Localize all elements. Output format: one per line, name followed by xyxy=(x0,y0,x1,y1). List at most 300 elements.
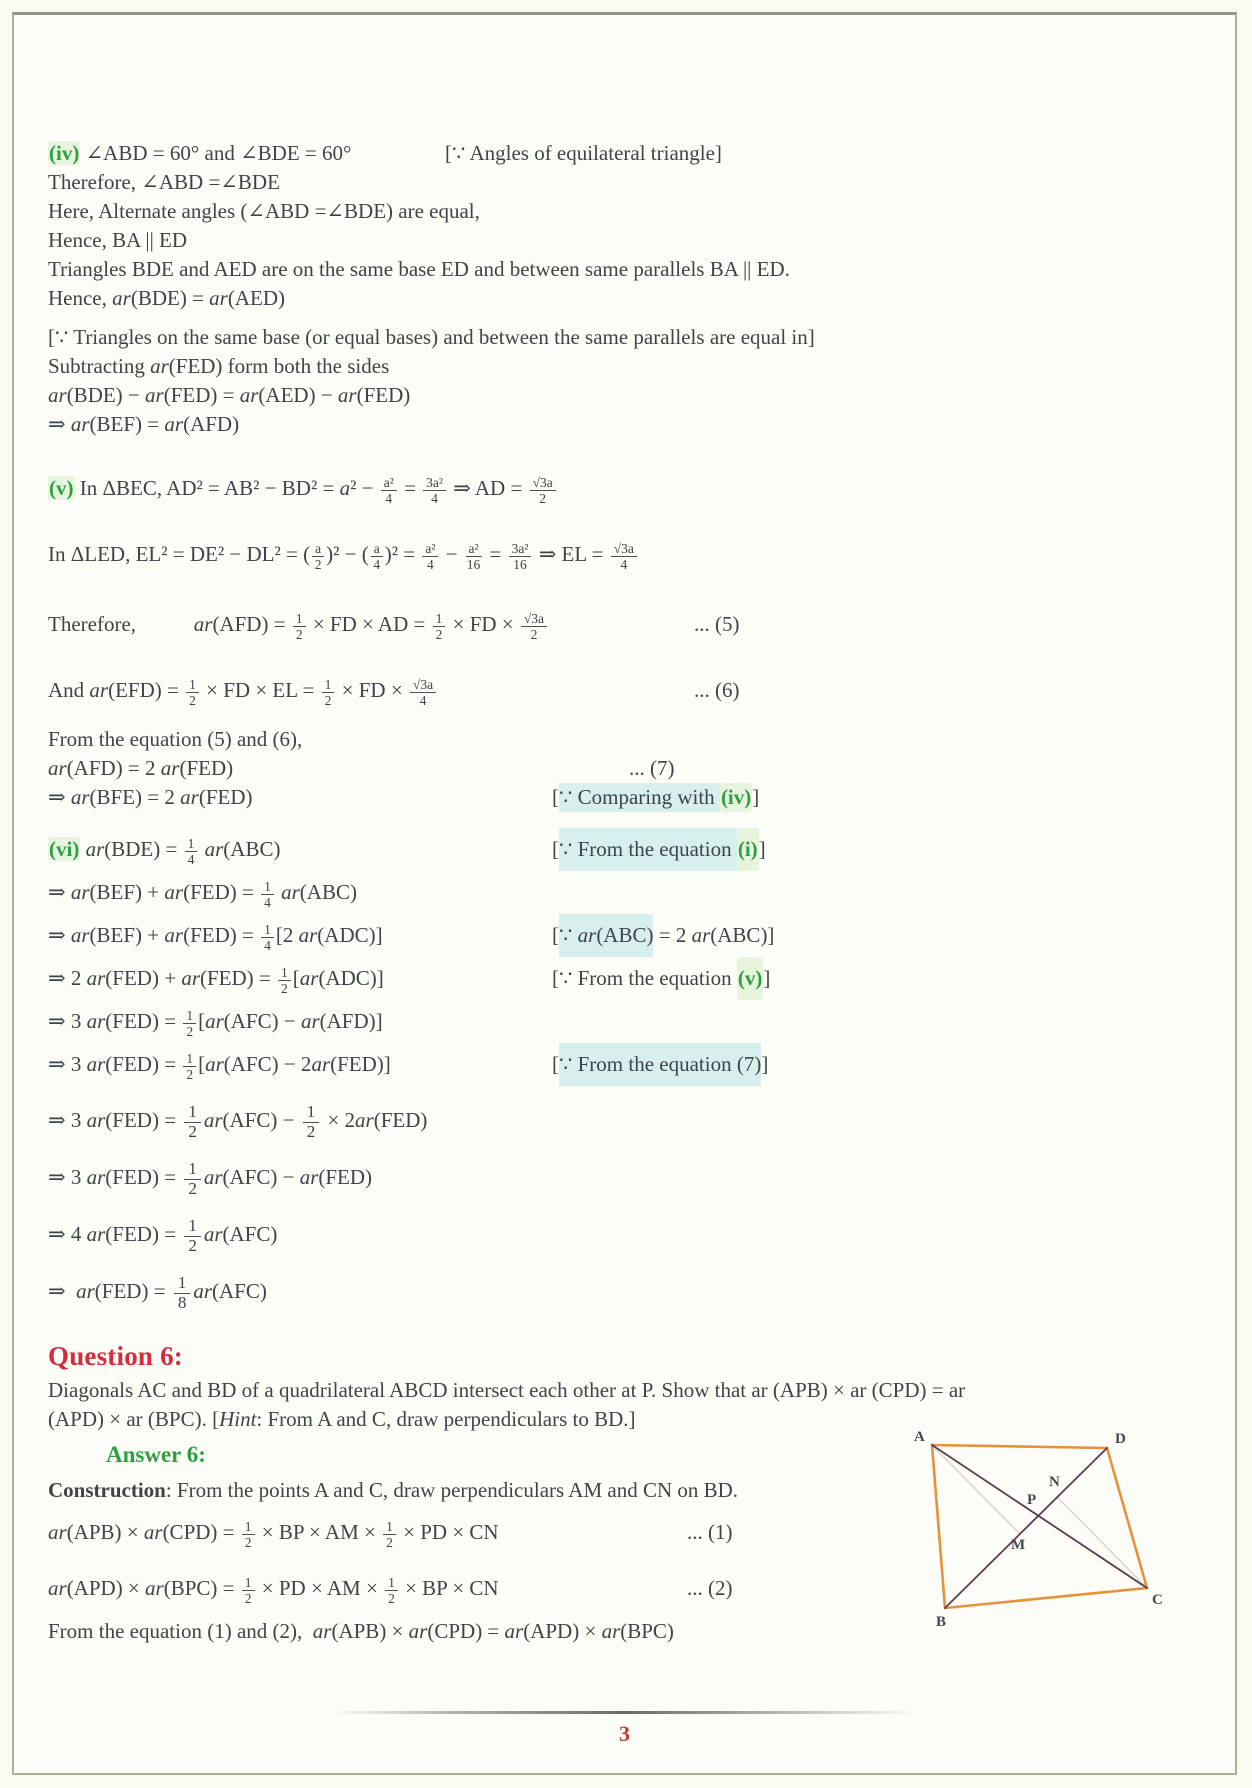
text-run: ar xyxy=(112,286,131,310)
text-run: ar xyxy=(281,880,300,904)
iv-subtract-eq xyxy=(48,381,1199,410)
v-eq-6-note xyxy=(694,661,740,719)
text-run: (AFD) = xyxy=(212,612,291,636)
fraction-denominator: 2 xyxy=(244,1590,252,1606)
text-run: (BEF) + xyxy=(89,923,165,947)
text-run: (CPD) = xyxy=(427,1619,505,1643)
fraction-denominator: 2 xyxy=(295,626,303,642)
text-run: From the equation (1) and (2), xyxy=(48,1619,313,1643)
text-run: (BFE) = 2 xyxy=(89,785,181,809)
fraction xyxy=(185,836,198,867)
text-run: ar xyxy=(76,1279,95,1303)
v-result xyxy=(48,783,1199,812)
text-run: × 2 xyxy=(322,1108,356,1132)
text-run: (AFC) − xyxy=(222,1108,300,1132)
text-run: ∠ABD = 60° and ∠BDE = 60° xyxy=(80,141,352,165)
vertex-label-A: A xyxy=(914,1429,925,1445)
text-run: × PD × CN xyxy=(397,1520,499,1544)
text-run: (AFC) xyxy=(212,1279,267,1303)
fraction-denominator: 4 xyxy=(264,937,271,953)
text-run: ar xyxy=(299,966,319,990)
text-run: (ADC)] xyxy=(317,923,383,947)
text-run: (FED) xyxy=(318,1165,373,1189)
text-run: (FED) = xyxy=(105,1222,182,1246)
text-run: (FED) xyxy=(373,1108,428,1132)
solution-content xyxy=(48,139,1199,1646)
v-eq-7 xyxy=(48,754,1199,783)
text-run: (BPC) = xyxy=(163,1576,240,1600)
fraction-denominator: 2 xyxy=(189,692,196,708)
text-run: ar xyxy=(355,1108,374,1132)
text-run: ar xyxy=(86,966,106,990)
fraction-denominator: 2 xyxy=(435,626,443,642)
text-run: (FED) = xyxy=(183,923,260,947)
fraction-denominator: 4 xyxy=(373,556,381,572)
text-run: ar xyxy=(298,923,318,947)
text-run: ar xyxy=(48,383,67,407)
text-run: Triangles BDE and AED are on the same base ED and between same parallels BA || ED. xyxy=(48,257,790,281)
text-run: ∵ xyxy=(559,914,578,957)
question-6-heading xyxy=(48,1336,1199,1376)
fraction-denominator: 2 xyxy=(306,1121,316,1141)
fraction xyxy=(322,677,335,708)
text-run: ar xyxy=(193,1279,212,1303)
text-run: ar xyxy=(145,383,164,407)
text-run: (FED)] xyxy=(330,1052,391,1076)
fraction xyxy=(184,1103,201,1141)
iv-therefore xyxy=(48,168,1199,197)
fraction xyxy=(186,677,199,708)
v-eq-7-note xyxy=(629,754,675,783)
fraction-numerator: a² xyxy=(381,475,397,491)
fraction xyxy=(183,1008,196,1039)
fraction-denominator: 2 xyxy=(186,1023,194,1039)
fraction-denominator: 2 xyxy=(386,1534,393,1550)
text-run: × FD × xyxy=(336,678,408,702)
text-run: ar xyxy=(86,1222,106,1246)
text-run: Subtracting xyxy=(48,354,151,378)
fraction xyxy=(509,541,532,572)
text-run: ... (6) xyxy=(694,678,740,702)
text-run: ⇒ AD = xyxy=(447,476,528,500)
text-run: (AFC) − xyxy=(222,1165,300,1189)
text-run: ⇒ xyxy=(48,880,71,904)
text-run: (FED) = xyxy=(200,966,277,990)
fraction-numerator: 1 xyxy=(261,922,274,938)
text-run: = xyxy=(484,542,507,566)
text-run: (FED) = xyxy=(183,880,260,904)
text-run: (iv) xyxy=(720,783,752,812)
fraction-denominator: 2 xyxy=(314,556,322,572)
text-run: : From the points A and C, draw perpendiculars AM and CN on BD. xyxy=(165,1478,739,1502)
iv-triangles-same-base xyxy=(48,255,1199,284)
fraction xyxy=(183,1051,196,1082)
fraction-numerator: 3a² xyxy=(423,475,446,491)
fraction-numerator: 1 xyxy=(433,611,446,627)
text-run: ⇒ xyxy=(48,1279,77,1303)
text-run: × FD × EL = xyxy=(200,678,320,702)
text-run: (FED) = xyxy=(163,383,240,407)
text-run: (APD) × ar (BPC). [ xyxy=(48,1407,220,1431)
fraction-denominator: 2 xyxy=(188,1178,197,1198)
fraction-denominator: 2 xyxy=(281,980,288,996)
fraction-denominator: 2 xyxy=(388,1590,395,1606)
fraction-denominator: 2 xyxy=(244,1534,252,1550)
text-run: (AFC) xyxy=(222,1222,278,1246)
text-run: ar xyxy=(70,785,90,809)
fraction-denominator: 4 xyxy=(419,692,427,708)
fraction-numerator: 1 xyxy=(242,1575,255,1591)
text-run: ⇒ 3 xyxy=(48,1165,87,1189)
fraction xyxy=(423,475,446,506)
text-run: ar xyxy=(70,923,90,947)
text-run: )² − ( xyxy=(326,542,369,566)
footer-divider xyxy=(330,1711,920,1714)
fraction-numerator: a² xyxy=(466,541,482,557)
text-run: ar xyxy=(70,880,90,904)
text-run: ⇒ xyxy=(48,923,71,947)
text-run: In ΔBEC, AD² = AB² − BD² = xyxy=(74,476,340,500)
fraction-numerator: 1 xyxy=(174,1274,191,1294)
fraction-numerator: √3a xyxy=(521,611,547,627)
fraction xyxy=(611,541,637,572)
text-run: Therefore, ∠ABD =∠BDE xyxy=(48,170,280,194)
text-run: [ xyxy=(198,1009,206,1033)
text-run: ar xyxy=(209,286,228,310)
text-run: ar xyxy=(86,1009,106,1033)
fraction-denominator: 4 xyxy=(187,851,195,867)
text-run: [ xyxy=(292,966,300,990)
fraction xyxy=(381,475,397,506)
text-run: × FD × AD = xyxy=(307,612,431,636)
vertex-label-P: P xyxy=(1027,1492,1037,1508)
vi-step-1 xyxy=(48,871,1199,914)
text-run: ⇒ 2 xyxy=(48,966,87,990)
text-run: (FED) xyxy=(198,785,253,809)
text-run: (v) xyxy=(737,957,764,1000)
text-run: [ xyxy=(552,1052,559,1076)
text-run: In ΔLED, EL² = DE² − DL² = ( xyxy=(48,542,311,566)
fraction xyxy=(303,1103,320,1141)
v-eq-5 xyxy=(48,595,1199,653)
fraction xyxy=(184,1160,201,1198)
text-run: ⇒ xyxy=(48,412,71,436)
text-run: ∵ From the equation xyxy=(559,828,737,871)
text-run: ar xyxy=(578,914,597,957)
text-run: (ADC)] xyxy=(318,966,384,990)
text-run: (ABC) xyxy=(299,880,357,904)
text-run: (APB) × xyxy=(66,1520,144,1544)
v-from-5-6 xyxy=(48,725,1199,754)
fraction-numerator: 1 xyxy=(184,1217,201,1237)
text-run: Diagonals AC and BD of a quadrilateral ABCD intersect each other at P. Show that ar (APB) × ar (CPD) = ar xyxy=(48,1378,966,1402)
fraction-numerator: √3a xyxy=(611,541,637,557)
fraction xyxy=(261,922,274,953)
text-run: ar xyxy=(164,923,184,947)
text-run: ar xyxy=(164,880,184,904)
text-run: ar xyxy=(85,837,105,861)
fraction-denominator: 2 xyxy=(530,626,538,642)
vi-start-note xyxy=(552,828,766,871)
fraction xyxy=(184,1217,201,1255)
text-run: : From A and C, draw perpendiculars to BD.] xyxy=(256,1407,636,1431)
text-run: ] xyxy=(758,837,766,861)
text-run: ar xyxy=(48,1520,67,1544)
fraction xyxy=(312,541,324,572)
text-run: ⇒ xyxy=(48,785,71,809)
question-6-text-1 xyxy=(48,1376,1199,1405)
text-run: ar xyxy=(691,923,711,947)
text-run: (v) xyxy=(49,476,74,500)
text-run: (FED) = xyxy=(105,1052,182,1076)
edge-CB xyxy=(945,1588,1147,1608)
fraction-numerator: a xyxy=(312,541,324,557)
text-run: ar xyxy=(160,756,180,780)
text-run: × BP × CN xyxy=(399,1576,499,1600)
text-run: Construction xyxy=(48,1478,166,1502)
fraction-denominator: 2 xyxy=(188,1121,197,1141)
text-run: Here, Alternate angles (∠ABD =∠BDE) are equal, xyxy=(48,199,480,223)
text-run: ar xyxy=(48,756,67,780)
text-run: (EFD) = xyxy=(108,678,185,702)
text-run: ∵ Comparing with xyxy=(559,783,720,812)
fraction-numerator: 1 xyxy=(385,1575,398,1591)
text-run: (iv) xyxy=(49,141,80,165)
text-run: (AFC) − xyxy=(223,1009,301,1033)
fraction xyxy=(278,965,291,996)
text-run: (FED) = xyxy=(105,1009,182,1033)
vertex-label-D: D xyxy=(1115,1431,1126,1447)
text-run: ar xyxy=(181,966,200,990)
fraction-numerator: 1 xyxy=(303,1103,320,1123)
fraction xyxy=(293,611,306,642)
text-run: (FED) form both the sides xyxy=(168,354,390,378)
quadrilateral-abcd-diagram xyxy=(900,1423,1172,1635)
text-run: ar xyxy=(601,1619,621,1643)
text-run: ar xyxy=(203,1108,223,1132)
fraction-denominator: 2 xyxy=(324,692,332,708)
text-run: × PD × AM × xyxy=(256,1576,384,1600)
fraction-numerator: 1 xyxy=(185,836,198,852)
vi-result xyxy=(48,1263,1199,1320)
text-run: (APB) × xyxy=(331,1619,409,1643)
fraction-denominator: 4 xyxy=(427,556,434,572)
text-run: ] xyxy=(763,966,771,990)
text-run: ar xyxy=(70,412,90,436)
fraction xyxy=(422,541,438,572)
fraction-denominator: 2 xyxy=(539,490,547,506)
text-run: a xyxy=(339,476,351,500)
text-run: ar xyxy=(48,1576,67,1600)
text-run: ... (7) xyxy=(629,756,675,780)
vertex-label-N: N xyxy=(1049,1474,1060,1490)
text-run: (AFC) − 2 xyxy=(223,1052,312,1076)
text-run: (BDE) = xyxy=(104,837,183,861)
text-run: ar xyxy=(89,678,109,702)
text-run: (APD) × xyxy=(66,1576,146,1600)
fraction-numerator: 1 xyxy=(383,1519,396,1535)
iv-subtracting xyxy=(48,352,1199,381)
text-run: (BEF) = xyxy=(89,412,165,436)
text-run: = xyxy=(398,476,422,500)
vi-step-6 xyxy=(48,1092,1199,1149)
text-run: ⇒ 4 xyxy=(48,1222,87,1246)
fraction xyxy=(174,1274,191,1312)
vertex-label-M: M xyxy=(1011,1537,1026,1553)
text-run: = 2 xyxy=(653,923,692,947)
text-run: (CPD) = xyxy=(162,1520,240,1544)
text-run: [ xyxy=(198,1052,206,1076)
fraction xyxy=(530,475,556,506)
text-run: ar xyxy=(299,1165,319,1189)
text-run: ar xyxy=(311,1052,331,1076)
fraction-denominator: 4 xyxy=(431,490,438,506)
text-run: (FED) = xyxy=(94,1279,171,1303)
vi-step-3 xyxy=(48,957,1199,1000)
text-run: (vi) xyxy=(49,837,80,861)
text-run: [2 xyxy=(275,923,299,947)
v-result-note xyxy=(552,783,759,812)
diagonal-AC xyxy=(932,1445,1147,1588)
text-run: ar xyxy=(312,1619,332,1643)
text-run: (AED) − xyxy=(258,383,338,407)
fraction-numerator: a² xyxy=(422,541,438,557)
fraction xyxy=(433,611,446,642)
text-run: (APD) × xyxy=(523,1619,602,1643)
text-run: [ xyxy=(552,923,559,947)
text-run: (BDE) = xyxy=(130,286,210,310)
fraction xyxy=(410,677,436,708)
text-run: ] xyxy=(761,1052,769,1076)
text-run: ar xyxy=(193,612,213,636)
text-run: ar xyxy=(203,1165,223,1189)
text-run: [∵ From the equation xyxy=(552,966,737,990)
iv-hence-areas xyxy=(48,284,1199,313)
vi-step-2-note xyxy=(552,914,774,957)
text-run: ∵ From the equation (7) xyxy=(559,1043,761,1086)
vi-step-5-note xyxy=(552,1043,768,1086)
fraction-denominator: 4 xyxy=(264,894,271,910)
text-run: (AFD)] xyxy=(319,1009,383,1033)
text-run: ar xyxy=(86,1108,106,1132)
text-run: ar xyxy=(239,383,259,407)
answer-eq-1-note xyxy=(687,1507,733,1557)
text-run: ar xyxy=(150,354,169,378)
vi-start xyxy=(48,828,1199,871)
fraction-denominator: 8 xyxy=(177,1292,187,1312)
text-run: Therefore, xyxy=(48,612,194,636)
text-run: ar xyxy=(408,1619,428,1643)
iv-statement xyxy=(48,139,1199,168)
fraction-numerator: 1 xyxy=(186,677,199,693)
text-run: ⇒ 3 xyxy=(48,1009,87,1033)
vertex-label-B: B xyxy=(936,1614,947,1630)
fraction xyxy=(465,541,483,572)
text-run: Hint xyxy=(219,1407,257,1431)
text-run: (FED) = xyxy=(105,1165,182,1189)
text-run: ar xyxy=(204,837,224,861)
text-run: (BDE) − xyxy=(66,383,146,407)
fraction-denominator: 16 xyxy=(466,556,481,572)
text-run: ² − xyxy=(350,476,379,500)
text-run: (AED) xyxy=(227,286,286,310)
text-run: ar xyxy=(300,1009,320,1033)
text-run: ... (5) xyxy=(694,612,740,636)
fraction-denominator: 16 xyxy=(513,556,527,572)
text-run: [∵ Triangles on the same base (or equal bases) and between the same parallels are equal in] xyxy=(48,325,815,349)
text-run: Answer 6: xyxy=(106,1442,206,1467)
fraction-denominator: 2 xyxy=(188,1235,197,1255)
text-run: × BP × AM × xyxy=(256,1520,382,1544)
text-run: ar xyxy=(205,1009,224,1033)
edge-AD xyxy=(932,1445,1107,1448)
fraction xyxy=(521,611,547,642)
text-run: ar xyxy=(143,1520,163,1544)
fraction-numerator: 1 xyxy=(293,611,306,627)
text-run: Hence, xyxy=(48,286,113,310)
page-frame xyxy=(12,12,1237,1775)
fraction xyxy=(385,1575,398,1606)
text-run: [∵ Angles of equilateral triangle] xyxy=(445,141,722,165)
text-run: From the equation (5) and (6), xyxy=(48,727,303,751)
v-eq-6 xyxy=(48,661,1199,719)
fraction-denominator: 4 xyxy=(620,556,628,572)
text-run: [ xyxy=(552,837,559,861)
fraction-numerator: 1 xyxy=(242,1519,255,1535)
iv-alternate-angles xyxy=(48,197,1199,226)
text-run: ... (1) xyxy=(687,1520,733,1544)
text-run: ar xyxy=(145,1576,164,1600)
text-run: (ABC) xyxy=(223,837,281,861)
fraction-numerator: √3a xyxy=(530,475,556,491)
fraction-numerator: 3a² xyxy=(509,541,532,557)
page-number: 3 xyxy=(619,1721,630,1746)
fraction xyxy=(242,1575,255,1606)
text-run: (FED) = xyxy=(105,1108,182,1132)
fraction-denominator: 4 xyxy=(385,490,393,506)
text-run: (ABC)] xyxy=(710,923,775,947)
v-abec xyxy=(48,459,1199,517)
text-run: ] xyxy=(752,785,760,809)
text-run: (ABC) xyxy=(596,914,653,957)
text-run: (i) xyxy=(737,828,759,871)
text-run: ar xyxy=(205,1052,224,1076)
text-run: ar xyxy=(180,785,199,809)
text-run: ar xyxy=(203,1222,223,1246)
text-run: (AFD) xyxy=(183,412,240,436)
text-run: [ xyxy=(552,785,559,809)
vi-step-7 xyxy=(48,1149,1199,1206)
text-run: ⇒ 3 xyxy=(48,1108,87,1132)
fraction-numerator: 1 xyxy=(322,677,335,693)
vi-step-3-note xyxy=(552,957,770,1000)
perpendicular-AM xyxy=(932,1445,1020,1534)
text-run: × FD × xyxy=(447,612,519,636)
text-run: ar xyxy=(86,1052,106,1076)
vi-step-2 xyxy=(48,914,1199,957)
text-run: ⇒ EL = xyxy=(533,542,609,566)
text-run: ar xyxy=(337,383,357,407)
fraction-numerator: 1 xyxy=(183,1008,196,1024)
fraction xyxy=(371,541,383,572)
fraction xyxy=(261,879,274,910)
iv-reason xyxy=(48,323,1199,352)
text-run: ar xyxy=(504,1619,524,1643)
vi-step-8 xyxy=(48,1206,1199,1263)
fraction-numerator: 1 xyxy=(261,879,274,895)
text-run: )² = xyxy=(384,542,421,566)
vi-step-5 xyxy=(48,1043,1199,1086)
